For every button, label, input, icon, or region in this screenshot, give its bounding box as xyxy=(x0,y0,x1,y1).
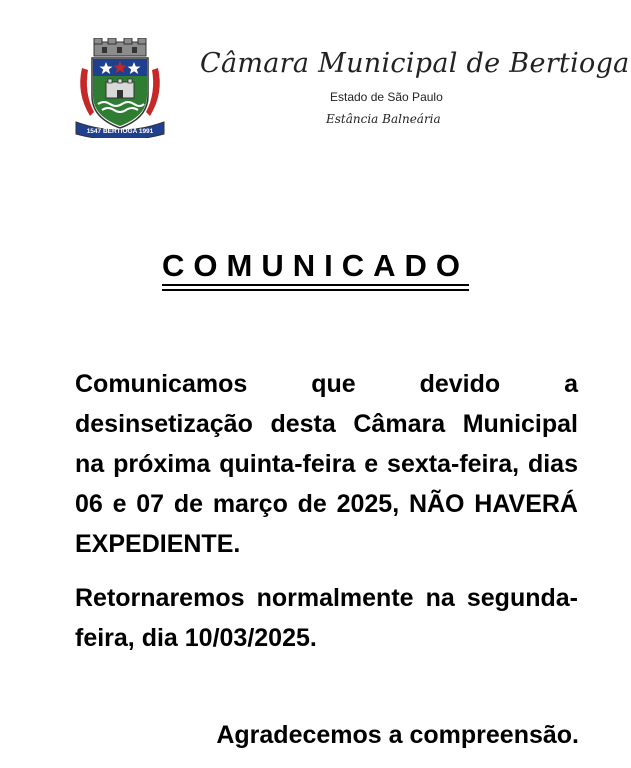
institution-state: Estado de São Paulo xyxy=(330,90,443,104)
notice-title xyxy=(0,248,631,284)
document-header xyxy=(0,0,631,150)
notice-paragraph-1: Comunicamos que devido a desinsetização desta Câmara Municipal na próxima quinta-feira e sexta-feira, dias 06 e 07 de março de 2025, NÃO HAVERÁ EXPEDIENTE. xyxy=(75,370,578,558)
coat-of-arms-icon xyxy=(72,38,168,138)
crest-ribbon-text: 1547 BERTIOGA 1991 xyxy=(86,128,154,135)
notice-title-text: COMUNICADO xyxy=(162,248,469,286)
notice-paragraph-2: Retornaremos normalmente na segunda-feira, dia 10/03/2025. xyxy=(75,584,578,652)
institution-tagline: Estância Balneária xyxy=(326,112,441,126)
notice-closing: Agradecemos a compreensão. xyxy=(216,721,579,749)
institution-name: Câmara Municipal de Bertioga xyxy=(200,48,630,79)
